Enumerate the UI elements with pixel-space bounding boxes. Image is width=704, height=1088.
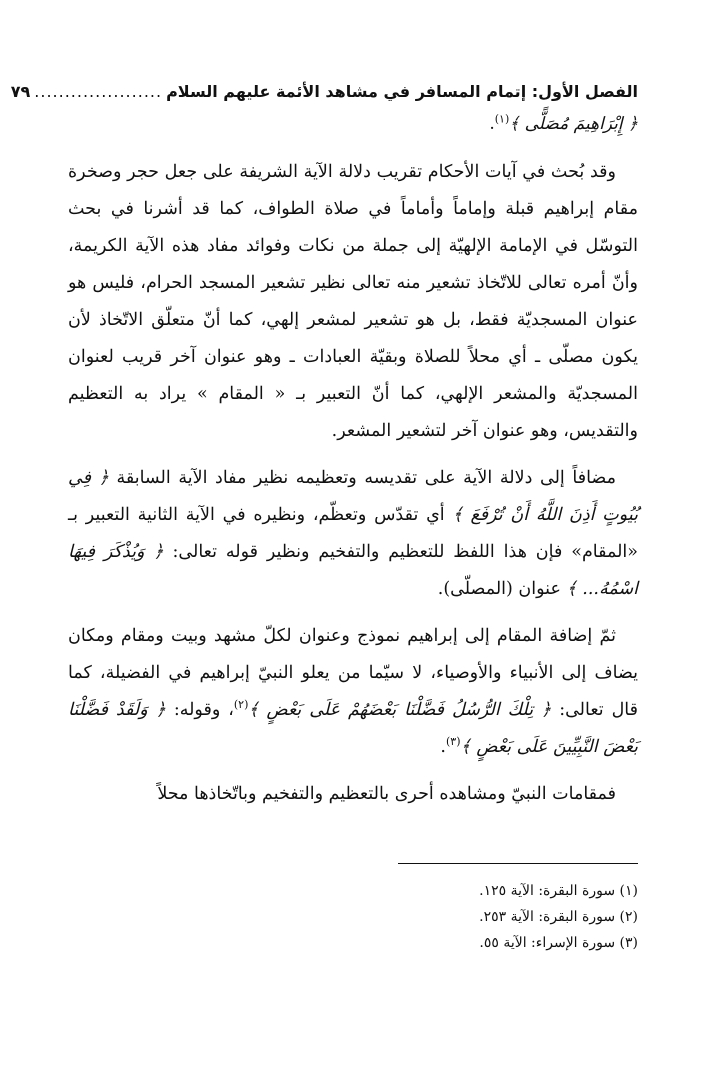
paragraph-3-text-b: ، وقوله: — [173, 700, 234, 720]
footnote-ref-3: (٣) — [446, 735, 461, 749]
book-page — [10, 78, 638, 956]
page-number: ٧٩ — [10, 82, 31, 101]
quran-verse: ﴿ وَيُذْكَرَ فِيهَا اسْمُهُ... ﴾ — [68, 542, 638, 599]
paragraph-2-text-b: أي تقدّس وتعظّم، ونظيره في الآية الثانية التعبير بـ «المقام» فإن هذا اللفظ للتعظيم والتفخيم ونظير قوله تعالى: — [68, 505, 638, 562]
footnote-ref-2: (٢) — [233, 698, 249, 712]
continuation-line — [68, 106, 638, 142]
quran-verse: ﴿ فِي بُيُوتٍ أَذِنَ اللَّهُ أَنْ تُرْفَعَ ﴾ — [68, 468, 638, 525]
footnote-separator — [398, 863, 638, 864]
paragraph-3 — [68, 618, 638, 766]
chapter-title: الفصل الأول: إتمام المسافر في مشاهد الأئمة عليهم السلام — [166, 82, 638, 101]
paragraph-1 — [68, 154, 638, 450]
paragraph-4-text: فمقامات النبيّ ومشاهده أحرى بالتعظيم والتفخيم وباتّخاذها محلاً — [157, 784, 616, 804]
paragraph-2 — [68, 460, 638, 608]
paragraph-2-text-c: عنوان (المصلّى). — [437, 579, 561, 599]
running-header — [10, 78, 638, 106]
paragraph-4 — [68, 776, 638, 813]
footnote-2: (٢) سورة البقرة: الآية ٢٥٣. — [479, 909, 638, 925]
quran-verse: ﴿ وَلَقَدْ فَضَّلْنَا بَعْضَ النَّبِيِّينَ عَلَى بَعْضٍ ﴾ — [68, 700, 638, 757]
footnote-ref-1: (١) — [494, 112, 510, 126]
header-leader-dots: ..................... — [34, 82, 163, 101]
quran-verse: ﴿ إِبْرَاهِيمَ مُصَلًّى ﴾ — [509, 114, 638, 134]
footnote-3: (٣) سورة الإسراء: الآية ٥٥. — [479, 935, 638, 951]
footnote-1: (١) سورة البقرة: الآية ١٢٥. — [479, 883, 638, 899]
period: . — [489, 114, 495, 134]
paragraph-1-text: وقد بُحث في آيات الأحكام تقريب دلالة الآية الشريفة على جعل حجر وصخرة مقام إبراهيم قبلة وإماماً وأماماً في صلاة الطواف، كما قد أشرنا في بحث التوسّل في الإمامة الإلهيّة إلى جملة من نكات وفوائد مفاد هذه الآية الكريمة، وأنّ أمره تعالى للاتّخاذ تشعير منه تعالى نظير تشعير المسجد الحرام، فليس هو عنوان المسجديّة فقط، بل هو تشعير لمشعر إلهي، كما أنّ متعلّق الاتّخاذ لأن يكون مصلّى ـ أي محلاً للصلاة وبقيّة العبادات ـ وهو عنوان آخر قريب لعنوان المسجديّة والمشعر الإلهي، كما أنّ التعبير بـ « المقام » يراد به التعظيم والتقديس، وهو عنوان آخر لتشعير المشعر. — [68, 162, 638, 441]
quran-verse: ﴿ تِلْكَ الرُّسُلُ فَضَّلْنَا بَعْضَهُمْ عَلَى بَعْضٍ ﴾ — [248, 700, 552, 720]
paragraph-3-text-c: . — [440, 737, 446, 757]
paragraph-2-text-a: مضافاً إلى دلالة الآية على تقديسه وتعظيمه نظير مفاد الآية السابقة — [116, 468, 616, 488]
paragraph-3-text-a: ثمّ إضافة المقام إلى إبراهيم نموذج وعنوان لكلّ مشهد وبيت ومقام ومكان يضاف إلى الأنبياء والأوصياء، لا سيّما من يعلو النبيّ إبراهيم في الفضيلة، كما قال تعالى: — [68, 626, 638, 720]
